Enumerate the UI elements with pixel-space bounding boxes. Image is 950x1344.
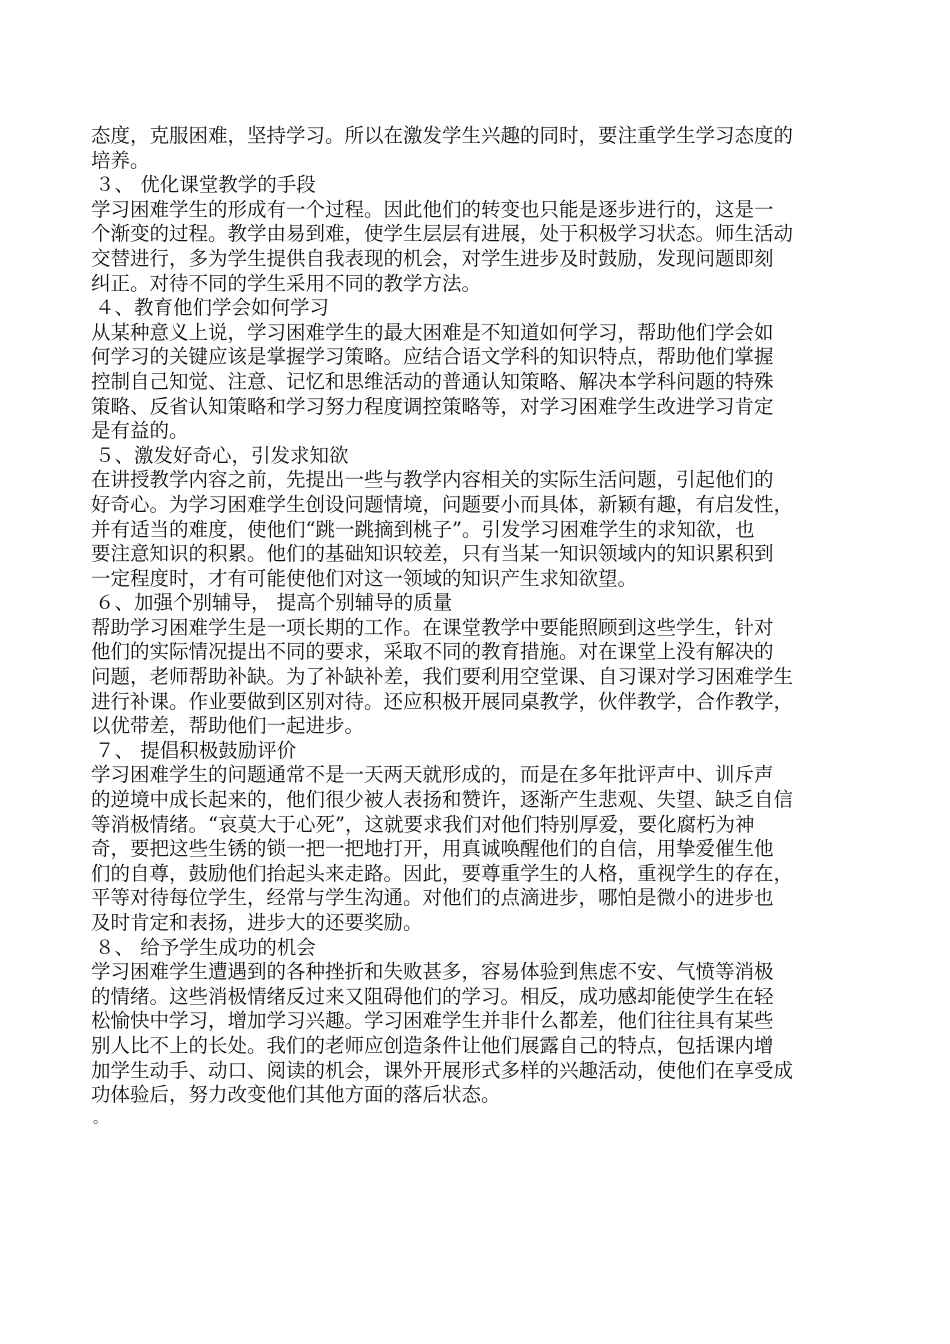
text-line: 以优带差，帮助他们一起进步。 (91, 714, 365, 738)
section-heading: ３、 优化课堂教学的手段 (95, 173, 316, 197)
text-line: 学习困难学生遭遇到的各种挫折和失败甚多，容易体验到焦虑不安、气愤等消极 (91, 960, 774, 984)
text-line: 是有益的。 (91, 419, 189, 443)
text-line: 他们的实际情况提出不同的要求，采取不同的教育措施。对在课堂上没有解决的 (91, 640, 774, 664)
section-heading: ６、加强个别辅导， 提高个别辅导的质量 (95, 591, 453, 615)
text-line: 并有适当的难度，使他们“跳一跳摘到桃子”。引发学习困难学生的求知欲，也 (91, 517, 755, 541)
text-line: 何学习的关键应该是掌握学习策略。应结合语文学科的知识特点，帮助他们掌握 (91, 345, 774, 369)
text-line: 加学生动手、动口、阅读的机会，课外开展形式多样的兴趣活动，使他们在享受成 (91, 1058, 794, 1082)
text-line: 从某种意义上说，学习困难学生的最大困难是不知道如何学习，帮助他们学会如 (91, 320, 774, 344)
text-line: 进行补课。作业要做到区别对待。还应积极开展同桌教学，伙伴教学，合作教学， (91, 689, 794, 713)
paragraph (91, 763, 861, 935)
paragraph (91, 468, 861, 591)
text-line: 功体验后，努力改变他们其他方面的落后状态。 (91, 1083, 501, 1107)
text-line: 学习困难学生的问题通常不是一天两天就形成的，而是在多年批评声中、训斥声 (91, 763, 774, 787)
document-page (91, 124, 861, 1130)
text-line: 的逆境中成长起来的，他们很少被人表扬和赞许，逐渐产生悲观、失望、缺乏自信 (91, 788, 794, 812)
section-heading: ５、激发好奇心，引发求知欲 (95, 443, 349, 467)
text-line: 好奇心。为学习困难学生创设问题情境，问题要小而具体，新颖有趣，有启发性， (91, 492, 794, 516)
document-body (91, 124, 861, 1108)
text-line: 控制自己知觉、注意、记忆和思维活动的普通认知策略、解决本学科问题的特殊 (91, 369, 774, 393)
text-line: 松愉快中学习，增加学习兴趣。学习困难学生并非什么都差，他们往往具有某些 (91, 1009, 774, 1033)
text-line: 们的自尊，鼓励他们抬起头来走路。因此，要尊重学生的人格，重视学生的存在， (91, 861, 794, 885)
text-line: 奇，要把这些生锈的锁一把一把地打开，用真诚唤醒他们的自信，用挚爱催生他 (91, 837, 774, 861)
section-heading: ７、 提倡积极鼓励评价 (95, 738, 297, 762)
text-line: 培养。 (91, 148, 150, 172)
paragraph (91, 198, 861, 296)
section-heading: ８、 给予学生成功的机会 (95, 935, 316, 959)
text-line: 交替进行，多为学生提供自我表现的机会，对学生进步及时鼓励，发现问题即刻 (91, 246, 774, 270)
text-line: 态度，克服困难，坚持学习。所以在激发学生兴趣的同时，要注重学生学习态度的 (91, 124, 794, 147)
paragraph (91, 960, 861, 1108)
text-line: 帮助学习困难学生是一项长期的工作。在课堂教学中要能照顾到这些学生，针对 (91, 615, 774, 639)
text-line: 策略、反省认知策略和学习努力程度调控策略等，对学习困难学生改进学习肯定 (91, 394, 774, 418)
text-line: 要注意知识的积累。他们的基础知识较差，只有当某一知识领域内的知识累积到 (91, 542, 774, 566)
text-line: 的情绪。这些消极情绪反过来又阻碍他们的学习。相反，成功感却能使学生在轻 (91, 984, 774, 1008)
text-line: 平等对待每位学生，经常与学生沟通。对他们的点滴进步，哪怕是微小的进步也 (91, 886, 774, 910)
text-line: 在讲授教学内容之前，先提出一些与教学内容相关的实际生活问题，引起他们的 (91, 468, 774, 492)
section-heading: ４、教育他们学会如何学习 (95, 296, 330, 320)
text-line: 等消极情绪。“哀莫大于心死”，这就要求我们对他们特别厚爱，要化腐朽为神 (91, 812, 755, 836)
text-line: 个渐变的过程。教学由易到难，使学生层层有进展，处于积极学习状态。师生活动 (91, 222, 794, 246)
text-line: 一定程度时，才有可能使他们对这一领域的知识产生求知欲望。 (91, 566, 638, 590)
paragraph (91, 321, 861, 444)
text-line: 纠正。对待不同的学生采用不同的教学方法。 (91, 271, 482, 295)
paragraph (91, 124, 861, 173)
text-line: 学习困难学生的形成有一个过程。因此他们的转变也只能是逐步进行的，这是一 (91, 197, 774, 221)
paragraph (91, 616, 861, 739)
text-line: 问题，老师帮助补缺。为了补缺补差，我们要利用空堂课、自习课对学习困难学生 (91, 665, 794, 689)
end-mark: 。 (93, 1110, 107, 1127)
text-line: 及时肯定和表扬，进步大的还要奖励。 (91, 911, 423, 934)
text-line: 别人比不上的长处。我们的老师应创造条件让他们展露自己的特点，包括课内增 (91, 1033, 774, 1057)
